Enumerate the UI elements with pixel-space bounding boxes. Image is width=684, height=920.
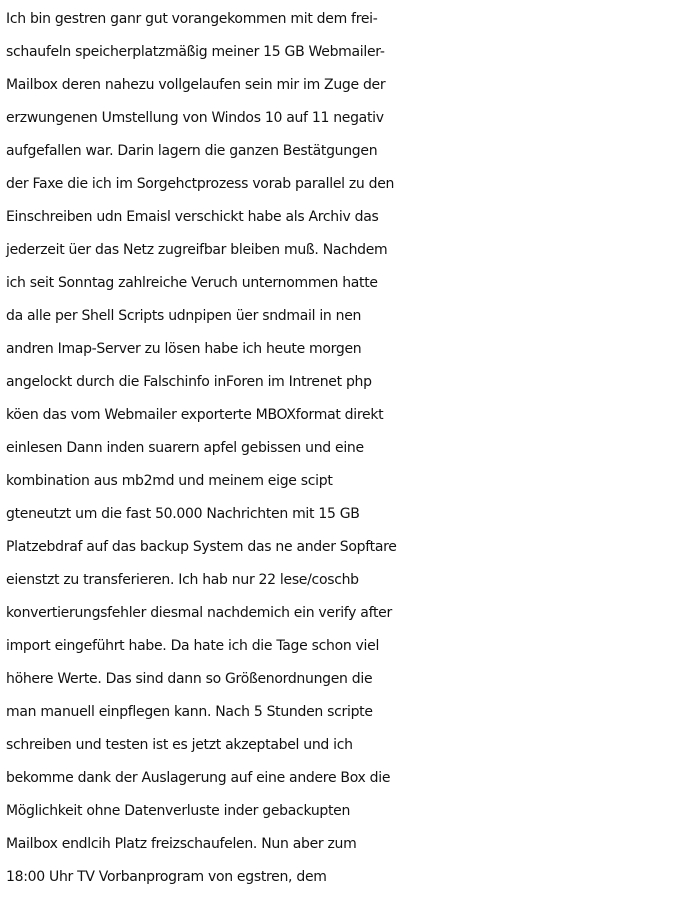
text-line: der Faxe die ich im Sorgehctprozess vorab parallel zu den bbox=[6, 176, 395, 192]
text-line: 18:00 Uhr TV Vorbanprogram von egstren, dem bbox=[6, 869, 327, 885]
text-line: Ich bin gestren ganr gut vorangekommen mit dem frei- bbox=[6, 11, 378, 27]
text-line: höhere Werte. Das sind dann so Größenordnungen die bbox=[6, 671, 373, 687]
text-line: bekomme dank der Auslagerung auf eine andere Box die bbox=[6, 770, 391, 786]
text-line: andren Imap-Server zu lösen habe ich heute morgen bbox=[6, 341, 362, 357]
text-line: ich seit Sonntag zahlreiche Veruch unternommen hatte bbox=[6, 275, 378, 291]
text-line: gteneutzt um die fast 50.000 Nachrichten mit 15 GB bbox=[6, 506, 360, 522]
text-line: angelockt durch die Falschinfo inForen im Intrenet php bbox=[6, 374, 372, 390]
text-line: schreiben und testen ist es jetzt akzeptabel und ich bbox=[6, 737, 353, 753]
text-line: da alle per Shell Scripts udnpipen üer sndmail in nen bbox=[6, 308, 362, 324]
document-text bbox=[6, 3, 684, 894]
text-line: man manuell einpflegen kann. Nach 5 Stunden scripte bbox=[6, 704, 373, 720]
text-line: Mailbox deren nahezu vollgelaufen sein mir im Zuge der bbox=[6, 77, 386, 93]
text-line: import eingeführt habe. Da hate ich die Tage schon viel bbox=[6, 638, 380, 654]
text-line: konvertierungsfehler diesmal nachdemich ein verify after bbox=[6, 605, 392, 621]
text-line: Platzebdraf auf das backup System das ne ander Sopftare bbox=[6, 539, 397, 555]
text-line: kombination aus mb2md und meinem eige scipt bbox=[6, 473, 333, 489]
text-line: erzwungenen Umstellung von Windos 10 auf 11 negativ bbox=[6, 110, 384, 126]
text-line: einlesen Dann inden suarern apfel gebissen und eine bbox=[6, 440, 364, 456]
text-line: köen das vom Webmailer exporterte MBOXformat direkt bbox=[6, 407, 384, 423]
text-line: Mailbox endlcih Platz freizschaufelen. Nun aber zum bbox=[6, 836, 357, 852]
text-line: Einschreiben udn Emaisl verschickt habe als Archiv das bbox=[6, 209, 379, 225]
text-line: Möglichkeit ohne Datenverluste inder gebackupten bbox=[6, 803, 351, 819]
text-line: aufgefallen war. Darin lagern die ganzen Bestätgungen bbox=[6, 143, 378, 159]
text-line: eienstzt zu transferieren. Ich hab nur 22 lese/coschb bbox=[6, 572, 359, 588]
text-line: jederzeit üer das Netz zugreifbar bleiben muß. Nachdem bbox=[6, 242, 388, 258]
text-line: schaufeln speicherplatzmäßig meiner 15 GB Webmailer- bbox=[6, 44, 385, 60]
